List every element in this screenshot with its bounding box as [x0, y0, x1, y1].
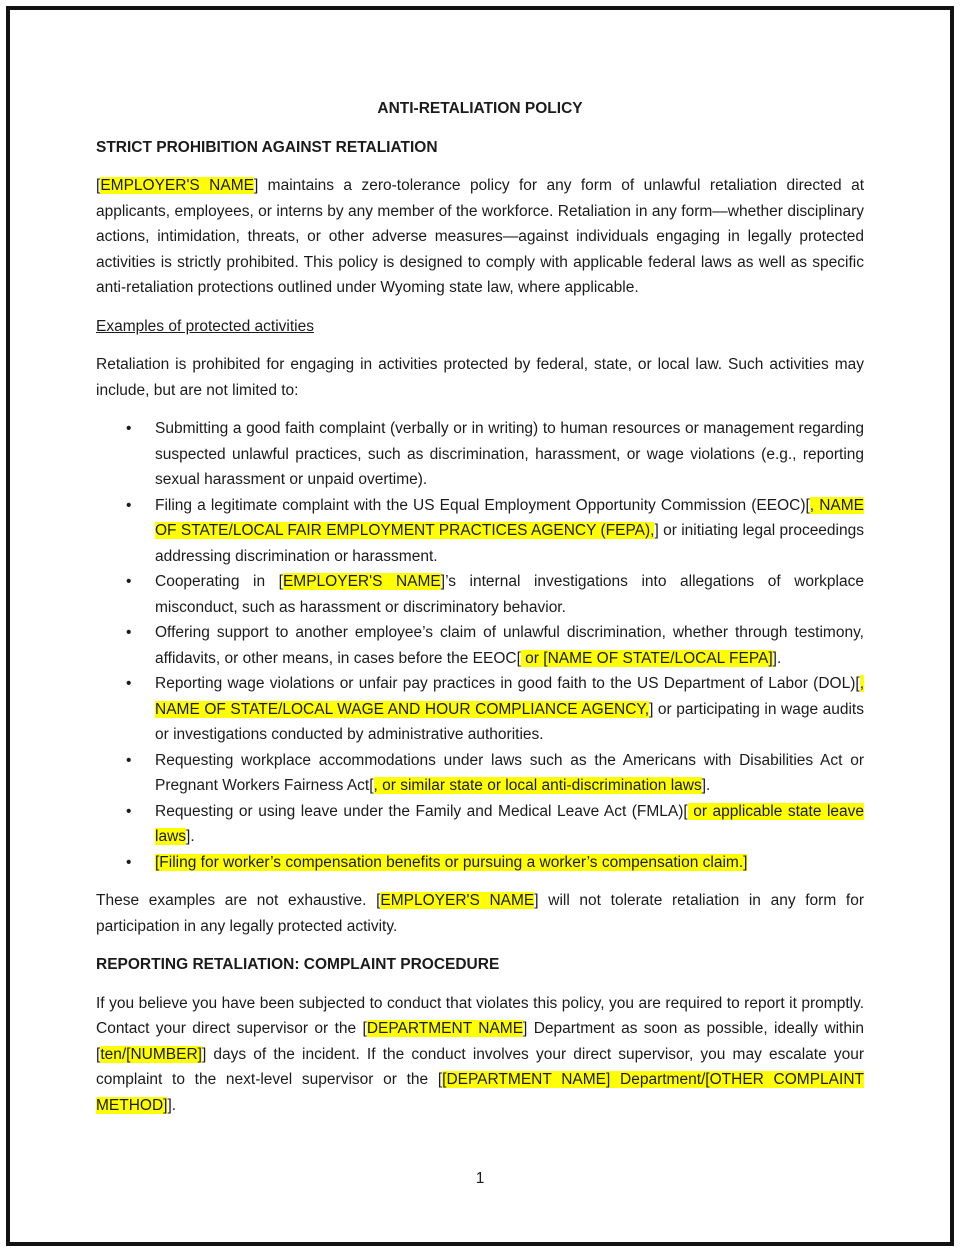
- bullet-item: [96, 671, 864, 748]
- placeholder-highlight: , NAME OF STATE/LOCAL WAGE AND HOUR COMPLIANCE AGENCY,: [155, 675, 864, 718]
- bullet-item: [96, 416, 864, 493]
- document-body: [96, 96, 864, 1131]
- placeholder-highlight: EMPLOYER'S NAME: [380, 892, 535, 909]
- paragraph-not-exhaustive: [96, 888, 864, 939]
- section-heading-reporting: [96, 952, 864, 978]
- text-run: ].: [772, 649, 782, 667]
- bullet-item: [96, 799, 864, 850]
- text-run: Offering support to another employee’s claim of unlawful discrimination, whether through testimony, affidavits, or other means, in cases before the EEOC[: [155, 624, 864, 667]
- bullet-item: [96, 569, 864, 620]
- text-run: Requesting or using leave under the Family and Medical Leave Act (FMLA)[: [155, 802, 688, 820]
- paragraph-reporting-procedure: [96, 991, 864, 1119]
- bullet-item: [96, 620, 864, 671]
- text-run: ] or participating in wage audits or investigations conducted by administrative authorities.: [155, 700, 864, 743]
- text-run: STRICT PROHIBITION AGAINST RETALIATION: [96, 138, 438, 156]
- paragraph-examples-intro: [96, 352, 864, 403]
- subheading-examples: [96, 314, 864, 340]
- text-run: ] Department as soon as possible, ideally within [: [96, 1020, 864, 1063]
- text-run: ].: [167, 1096, 177, 1114]
- text-run: ].: [186, 828, 195, 845]
- placeholder-highlight: or applicable state leave laws: [155, 802, 865, 845]
- policy-title: [96, 96, 864, 122]
- placeholder-highlight: DEPARTMENT NAME: [366, 1020, 524, 1037]
- placeholder-highlight: [DEPARTMENT NAME] Department/[OTHER COMPLAINT METHOD]: [96, 1071, 864, 1114]
- placeholder-highlight: EMPLOYER'S NAME: [100, 177, 254, 194]
- placeholder-highlight: [Filing for worker’s compensation benefits or pursuing a worker’s compensation claim.]: [155, 853, 748, 871]
- text-run: ] will not tolerate retaliation in any form for participation in any legally protected activity.: [96, 892, 864, 935]
- section-heading-strict-prohibition: [96, 135, 864, 161]
- text-run: Filing a legitimate complaint with the US Equal Employment Opportunity Commission (EEOC)[: [155, 496, 810, 514]
- text-run: ANTI-RETALIATION POLICY: [377, 100, 583, 117]
- placeholder-highlight: EMPLOYER'S NAME: [282, 573, 441, 590]
- bullet-item: [96, 748, 864, 799]
- text-run: If you believe you have been subjected to conduct that violates this policy, you are required to report it promptly. Contact your direct supervisor or the [: [96, 994, 864, 1037]
- text-run: Retaliation is prohibited for engaging in activities protected by federal, state, or local law. Such activities may include, but are not limited to:: [96, 356, 864, 399]
- text-run: ] or initiating legal proceedings addressing discrimination or harassment.: [155, 522, 864, 565]
- text-run: ] maintains a zero-tolerance policy for any form of unlawful retaliation directed at applicants, employees, or interns by any member of the workforce. Retaliation in any form—whether disciplinary actions, intimidation, threats, or other adverse measures—against individuals engaging in legally protected activities is strictly prohibited. This policy is designed to comply with applicable federal laws as well as specific anti-retaliation protections outlined under Wyoming state law, where applicable.: [96, 177, 865, 296]
- text-run: ]’s internal investigations into allegations of workplace misconduct, such as harassment or discriminatory behavior.: [155, 573, 864, 616]
- text-run: Cooperating in [: [155, 573, 283, 590]
- text-run: REPORTING RETALIATION: COMPLAINT PROCEDURE: [96, 956, 500, 973]
- text-run: These examples are not exhaustive. [: [96, 892, 381, 909]
- placeholder-highlight: , NAME OF STATE/LOCAL FAIR EMPLOYMENT PRACTICES AGENCY (FEPA),: [155, 496, 864, 539]
- protected-activities-list: [96, 416, 864, 875]
- placeholder-highlight: , or similar state or local anti-discrimination laws: [373, 777, 702, 794]
- text-run: Reporting wage violations or unfair pay practices in good faith to the US Department of Labor (DOL)[: [155, 675, 860, 692]
- paragraph-policy-intro: [96, 173, 864, 301]
- page-number: 1: [475, 1170, 485, 1187]
- bullet-item: [96, 850, 864, 876]
- bullet-item: [96, 493, 864, 570]
- placeholder-highlight: or [NAME OF STATE/LOCAL FEPA]: [520, 649, 773, 667]
- text-run: Examples of protected activities: [96, 317, 314, 335]
- text-run: ] days of the incident. If the conduct involves your direct supervisor, you may escalate your complaint to the next-level supervisor or the [: [96, 1045, 864, 1088]
- text-run: ].: [701, 777, 711, 794]
- text-run: Submitting a good faith complaint (verbally or in writing) to human resources or management regarding suspected unlawful practices, such as discrimination, harassment, or wage violations (e.g., reporting sexual harassment or unpaid overtime).: [155, 420, 864, 488]
- text-run: Requesting workplace accommodations under laws such as the Americans with Disabilities Act or Pregnant Workers Fairness Act[: [155, 751, 864, 794]
- text-run: [: [96, 177, 101, 194]
- placeholder-highlight: ten/[NUMBER]: [100, 1045, 202, 1063]
